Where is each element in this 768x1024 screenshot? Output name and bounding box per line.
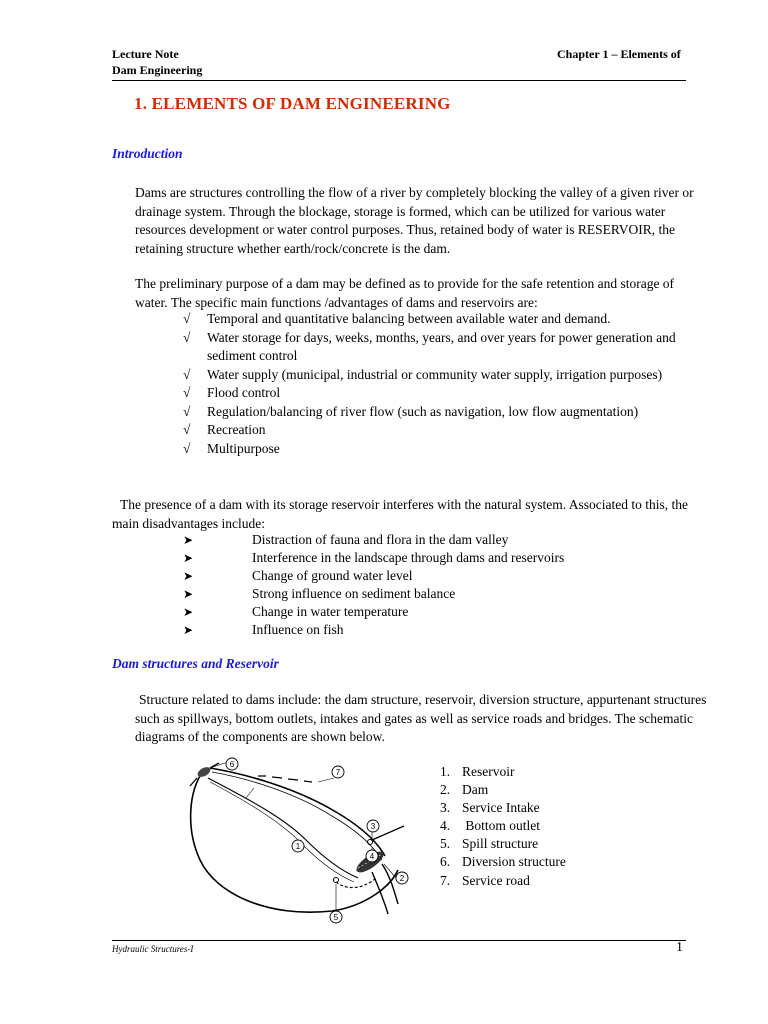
section-heading-dam-structures: Dam structures and Reservoir bbox=[112, 656, 279, 671]
advantage-item bbox=[183, 329, 713, 366]
component-label: Service Intake bbox=[462, 800, 540, 816]
disadvantage-text: Change of ground water level bbox=[252, 568, 413, 583]
advantages-list bbox=[183, 310, 713, 458]
component-label: Service road bbox=[462, 872, 530, 888]
component-item bbox=[440, 872, 566, 890]
advantage-text: Recreation bbox=[207, 422, 266, 437]
advantage-item bbox=[183, 421, 713, 440]
callout-1 bbox=[292, 840, 304, 852]
advantage-text: Water storage for days, weeks, months, years, and over years for power generation and sediment control bbox=[207, 329, 676, 363]
advantage-text: Water supply (municipal, industrial or community water supply, irrigation purposes) bbox=[207, 366, 663, 382]
component-label: Diversion structure bbox=[462, 854, 566, 870]
paragraph-purpose-text: The preliminary purpose of a dam may be defined as to provide for the safe retention and storage of water. The specific main functions /advantages of dams and reservoirs are: bbox=[135, 276, 675, 310]
component-label: Spill structure bbox=[462, 836, 539, 852]
header-chapter: Chapter 1 – Elements of bbox=[557, 47, 681, 61]
advantage-text: Multipurpose bbox=[207, 440, 280, 456]
disadvantage-text: Change in water temperature bbox=[252, 604, 409, 619]
advantage-item bbox=[183, 403, 713, 422]
component-number: 7. bbox=[440, 872, 451, 888]
callout-number: 6 bbox=[229, 760, 235, 769]
check-mark-icon: √ bbox=[183, 385, 191, 400]
header-lecture-note: Lecture Note bbox=[112, 47, 179, 61]
header-left bbox=[112, 46, 202, 78]
component-number: 4. bbox=[440, 818, 451, 834]
callout-7 bbox=[332, 766, 344, 778]
callout-number: 5 bbox=[333, 913, 339, 922]
component-item bbox=[440, 835, 566, 853]
header-divider bbox=[112, 80, 686, 81]
callout-number: 2 bbox=[399, 874, 405, 883]
footer-course-name: Hydraulic Structures-I bbox=[112, 944, 194, 954]
paragraph-disadvantages-text: The presence of a dam with its storage reservoir interferes with the natural system. Associated to this, the main disadvantages include: bbox=[112, 497, 688, 531]
check-mark-icon: √ bbox=[183, 366, 191, 382]
callout-2 bbox=[396, 872, 408, 884]
callout-5 bbox=[330, 911, 342, 923]
callout-number: 1 bbox=[295, 842, 301, 851]
arrow-bullet-icon: ➤ bbox=[183, 533, 194, 547]
component-label: Reservoir bbox=[462, 764, 515, 779]
arrow-bullet-icon: ➤ bbox=[183, 587, 194, 601]
downstream-river bbox=[382, 864, 398, 904]
paragraph-intro bbox=[135, 184, 717, 258]
callout-number: 4 bbox=[369, 852, 375, 861]
river-channel-inner bbox=[210, 782, 354, 882]
components-list bbox=[440, 763, 566, 890]
advantage-text: Flood control bbox=[207, 385, 281, 400]
callout-3 bbox=[367, 820, 379, 832]
component-label: Dam bbox=[462, 782, 489, 798]
arrow-bullet-icon: ➤ bbox=[183, 623, 194, 637]
component-item bbox=[440, 853, 566, 871]
disadvantage-item bbox=[183, 567, 683, 585]
component-number: 2. bbox=[440, 782, 451, 798]
arrow-bullet-icon: ➤ bbox=[183, 605, 194, 619]
component-item bbox=[440, 763, 566, 781]
check-mark-icon: √ bbox=[183, 403, 191, 419]
disadvantage-item bbox=[183, 621, 683, 639]
paragraph-structures-text: Structure related to dams include: the dam structure, reservoir, diversion structure, appurtenant structures such as spillways, bottom outlets, intakes and gates as well as service roads and bridges. The schematic diagrams of the components are shown below. bbox=[135, 692, 707, 744]
check-mark-icon: √ bbox=[183, 329, 191, 345]
section-heading-introduction: Introduction bbox=[112, 146, 183, 161]
paragraph-disadvantages bbox=[112, 496, 712, 533]
disadvantage-item bbox=[183, 603, 683, 621]
advantage-item bbox=[183, 384, 713, 403]
advantage-item bbox=[183, 440, 713, 459]
check-mark-icon: √ bbox=[183, 422, 191, 437]
inlet-structure bbox=[196, 765, 212, 779]
advantage-item bbox=[183, 366, 713, 385]
disadvantages-list bbox=[183, 531, 683, 639]
component-item bbox=[440, 799, 566, 817]
callout-number: 3 bbox=[370, 822, 376, 831]
page-number: 1 bbox=[676, 940, 683, 955]
disadvantage-item bbox=[183, 585, 683, 603]
disadvantage-text: Distraction of fauna and flora in the dam valley bbox=[252, 532, 509, 547]
check-mark-icon: √ bbox=[183, 311, 191, 326]
service-intake-marker bbox=[368, 840, 373, 845]
callout-6 bbox=[226, 758, 238, 770]
check-mark-icon: √ bbox=[183, 440, 191, 456]
chapter-title: 1. ELEMENTS OF DAM ENGINEERING bbox=[134, 94, 451, 113]
disadvantage-text: Interference in the landscape through dams and reservoirs bbox=[252, 550, 565, 565]
spillway-path bbox=[336, 878, 376, 888]
component-number: 3. bbox=[440, 800, 451, 816]
advantage-item bbox=[183, 310, 713, 329]
paragraph-intro-text: Dams are structures controlling the flow of a river by completely blocking the valley of a given river or drainage system. Through the blockage, storage is formed, which can be utilized for various water resources development or water control purposes. Thus, retained body of water is RESERVOIR, the retaining structure whether earth/rock/concrete is the dam. bbox=[135, 185, 694, 256]
disadvantage-text: Influence on fish bbox=[252, 622, 344, 637]
arrow-bullet-icon: ➤ bbox=[183, 551, 194, 565]
advantage-text: Regulation/balancing of river flow (such as navigation, low flow augmentation) bbox=[207, 403, 639, 419]
disadvantage-item bbox=[183, 549, 683, 567]
advantage-text: Temporal and quantitative balancing between available water and demand. bbox=[207, 311, 611, 326]
header-course: Dam Engineering bbox=[112, 63, 203, 77]
disadvantage-text: Strong influence on sediment balance bbox=[252, 586, 456, 601]
dam-schematic-diagram bbox=[186, 756, 416, 924]
component-item bbox=[440, 817, 566, 835]
paragraph-purpose bbox=[135, 275, 691, 312]
component-item bbox=[440, 781, 566, 799]
component-number: 6. bbox=[440, 854, 451, 870]
component-label: Bottom outlet bbox=[462, 818, 541, 834]
footer-divider bbox=[112, 940, 686, 941]
callout-4 bbox=[366, 850, 378, 862]
callout-number: 7 bbox=[335, 768, 341, 777]
arrow-bullet-icon: ➤ bbox=[183, 569, 194, 583]
component-number: 1. bbox=[440, 764, 451, 779]
component-number: 5. bbox=[440, 836, 451, 852]
paragraph-structures bbox=[135, 691, 717, 747]
disadvantage-item bbox=[183, 531, 683, 549]
